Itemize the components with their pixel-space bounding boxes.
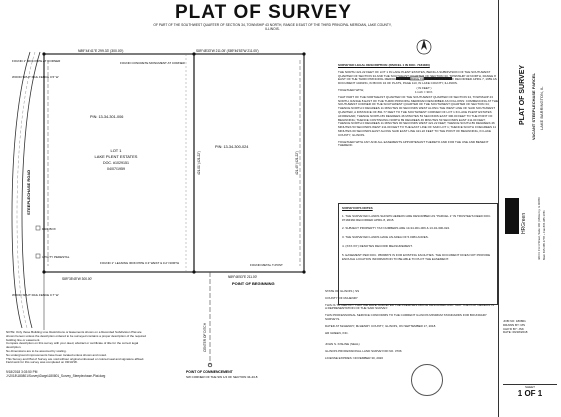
corner-marker-sw	[42, 270, 45, 273]
note-1: 1. THE SURVEYED LANDS SHOWN HEREON ARE DESCRIBED AS "PARCEL 1" IN TRUSTEE'S DEED DOC. #7184360 RECORDED APRIL 8, 2015.	[342, 213, 492, 222]
legal-description	[338, 64, 498, 151]
legal-p3: THAT PART OF THE NORTHEAST QUARTER OF THE SOUTHWEST QUARTER OF SECTION 34, TOWNSHIP 43 NORTH, RANGE 8 EAST OF THE THIRD PRINCIPAL MERIDIAN DESCRIBED AS FOLLOWS: COMMENCING AT THE SOUTHWEST CORNER OF THE SOUTHWEST QUARTER OF THE SOUTHWEST QUARTER OF SECTION 34; THENCE NORTH 0 DEGREES 11 MINUTES 00 SECONDS WEST ALONG THE WEST LINE OF SAID SOUTHWEST QUARTER, A DISTANCE OF 891.77 FEET TO THE SOUTHWEST CORNER OF LOT 1 IN LAKE PLENT ESTATES AFORESAID; THENCE NORTH 89 DEGREES 46 MINUTES 53 SECONDS EAST 300.00 FEET TO THE POINT OF BEGINNING; THENCE CONTINUING NORTH 89 DEGREES 46 MINUTES 53 SECONDS EAST 211.00 FEET; THENCE NORTH 0 DEGREES 11 MINUTES 00 SECONDS WEST 421.22 FEET; THENCE SOUTH 89 DEGREES 46 MINUTES 53 SECONDS WEST 211.00 FEET TO THE EAST LINE OF SAID LOT 1; THENCE SOUTH 0 DEGREES 11 MINUTES 00 SECONDS EAST ALONG SAID EAST LINE 421.22 FEET TO THE POINT OF BEGINNING, IN LAKE COUNTY, ILLINOIS.	[338, 94, 498, 137]
cert-state: STATE OF ILLINOIS	[325, 289, 353, 293]
corner-marker-nw	[42, 52, 45, 55]
found-pin-1: FOUND 1" IRON PIPE AT CORNER	[12, 59, 61, 63]
sheet-number-block	[503, 384, 557, 398]
note-5: 5. EASEMENT PER DOC. #5096873 IS FOR EXISTING FACILITIES. THE DOCUMENT DOES NOT PROVIDE ENOUGH LOCATION INFORMATION TO BE ABLE TO PLOT THE EASEMENT.	[342, 252, 491, 261]
corner-marker-s-mid	[192, 270, 195, 273]
general-note: No underground improvements have been located unless shown and noted.	[6, 352, 107, 357]
right-meta-drawn: DRAWN BY: MS	[503, 322, 526, 327]
general-note: No dimensions are to be assumed by scaling.	[6, 348, 67, 353]
sheet-label: SHEET	[524, 385, 535, 389]
east-parcel-boundary	[194, 54, 304, 272]
right-location: LAKE BARRINGTON, IL	[539, 86, 544, 130]
notes-heading: SURVEYOR'S NOTES	[342, 206, 373, 210]
cert-p1: THIS IS TO CERTIFY THAT WE HAVE SURVEYED THE PREMISES ABOVE DESCRIBED AND THAT THE PLAT HEREON IS A REPRESENTATION OF THE SAID SURVEY.	[325, 302, 494, 311]
road-edge-east	[22, 52, 40, 328]
cert-county: COUNTY OF McHENRY	[325, 295, 358, 300]
cert-surveyor: JOHN S. KISLINE (SEAL)	[325, 342, 360, 347]
legal-p4: TOGETHER WITH ANY AND ALL EASEMENTS APPURTENANT THERETO AND FOR THE USE AND BENEFIT THEREOF.	[338, 139, 489, 148]
found-pin-4: FOUND METAL T-POST	[250, 263, 283, 267]
cert-ss: } SS	[353, 289, 360, 293]
right-meta	[503, 320, 557, 335]
rail-box-icon	[36, 226, 40, 230]
right-address: 420 N. Front Street, Suite 100 | McHenry, IL 60050	[537, 197, 541, 260]
point-of-commencement: POINT OF COMMENCEMENT	[186, 370, 233, 374]
rail-box-label: RAIL BOX	[42, 227, 56, 231]
center-line-label: CENTER OF DITCH	[203, 322, 207, 352]
cert-p3: DATED AT McHENRY, McHENRY COUNTY, ILLINOIS, ON SEPTEMBER 17, 2018.	[325, 323, 437, 328]
right-logo-text: HRGreen	[521, 212, 527, 234]
sheet-number: 1 OF 1	[517, 389, 543, 398]
note-3: 3. THE SURVEYED LANDS HAVE AN AREA OF 5.0384 ACRES.	[342, 235, 429, 240]
bottom-bearing-right: N89°46'53"E 211.00'	[228, 275, 258, 279]
corner-marker-ne	[302, 52, 305, 55]
wood-rail-1: WOOD SPLIT RAIL FENCE 0.5' W	[12, 75, 59, 79]
lot-label-2: LAKE PLENT ESTATES	[94, 154, 138, 159]
wood-rail-2: WOOD SPLIT RAIL FENCE 0.7' W	[12, 293, 59, 297]
general-note: NOTE: Only those Building Line Restrictions or Easements shown on a Recorded Subdivision Plat are shown hereon unless the description ordered to be surveyed contains a proper description of the required building line or easement.	[6, 330, 146, 342]
cert-p2: THIS PROFESSIONAL SERVICE CONFORMS TO THE CURRENT ILLINOIS MINIMUM STANDARDS FOR BOUNDARY SURVEYS.	[325, 313, 487, 321]
note-4: 4. (XXX.XX') DENOTES RECORD MEASUREMENT.	[342, 243, 413, 248]
utility-pedestal-icon	[36, 254, 40, 258]
page-title: PLAT OF SURVEY	[175, 2, 352, 23]
top-bearing-right: S89°48'33"W 211.05' (S89°46'53"W 211.05')	[196, 49, 259, 53]
road-name: STEEPLECHASE ROAD	[26, 169, 31, 215]
corner-marker-se	[302, 270, 305, 273]
scale-ratio: 1 inch = 30 ft.	[414, 89, 434, 94]
footer-date: 9/18/2018 3:03:50 PM	[6, 370, 38, 374]
right-meta-date: DATE: 09/18/2018	[503, 330, 528, 335]
hrgreen-logo-icon	[505, 198, 519, 234]
general-note: Compare description on this survey with your deed, abstract or certificate of title for the correct legal description.	[6, 341, 139, 350]
certification	[325, 290, 495, 364]
right-project: VACANT STEEPLECHASE PARCEL	[531, 73, 536, 140]
legal-heading: SURVEYED LEGAL DESCRIPTION: (PARCEL 1 IN DOC. 7184360)	[338, 63, 430, 67]
title-description: OF PART OF THE SOUTHWEST QUARTER OF SECTION 34, TOWNSHIP 43 NORTH, RANGE 8 EAST OF THE THIRD PRINCIPAL MERIDIAN, LAKE COUNTY, ILLINOIS.	[153, 23, 392, 32]
bottom-bearing-left: S89°35'45"W 300.00'	[62, 277, 93, 281]
found-pin-3: FOUND 1" LEANING IRON PIPE 0.3' WEST & 0.2' NORTH	[100, 261, 180, 265]
right-sheet-title: PLAT OF SURVEY	[519, 64, 526, 125]
footer-path: J:\2018\180801\Survey\Dwgs\180801_Survey_Steeplechase-Plat.dwg	[6, 374, 106, 378]
title-block-panel	[498, 0, 561, 417]
general-note: Field work for this survey was completed on 09/13/18.	[6, 360, 78, 365]
lot-label-1: LOT 1	[110, 148, 122, 153]
cert-expires: LICENSE EXPIRES: NOVEMBER 30, 2020	[325, 355, 384, 360]
utility-pedestal-label: UTILITY PEDESTAL	[42, 255, 70, 259]
general-notes	[6, 331, 146, 365]
legal-p1: THE NORTH 421.22 FEET OF LOT 1 IN LAKE PLENT ESTATES, BEING A SUBDIVISION OF THE SOUTHWEST QUARTER OF SECTION 34 AND THE SOUTHEAST QUARTER OF SECTION 33, TOWNSHIP 43 NORTH, RANGE 8 EAST OF THE THIRD PRINCIPAL MERIDIAN, ACCORDING TO THE PLAT THEREOF RECORDED APRIL 7, 1959 AS DOCUMENT 1029151, IN BOOK 34 OF PLATS, PAGE 113, IN LAKE COUNTY, ILLINOIS.	[338, 69, 497, 86]
lot-label-3: DOC. #1029151	[103, 161, 129, 165]
cert-firm: HR GREEN, INC.	[325, 330, 349, 335]
north-arrow-icon	[394, 38, 454, 64]
general-note: This Survey and Plat of Survey are void without original embossed or colored seal and signature affixed.	[6, 356, 145, 361]
legal-p2: TOGETHER WITH;	[338, 87, 364, 92]
note-2: 2. SUBJECT PROPERTY TAX NUMBERS ARE 13-34-301-006 & 13-34-300-024.	[342, 226, 450, 231]
right-meta-checked: CHK'D BY: JSK	[503, 326, 524, 331]
lot-label-4: 04/07/1959	[107, 167, 125, 171]
found-pin-2: FOUND CONCRETE MONUMENT AT CORNER	[120, 61, 185, 65]
left-parcel-pin: PIN: 13-34-301-006	[90, 115, 124, 119]
cert-license: ILLINOIS PROFESSIONAL LAND SURVEYOR NO. 3706	[325, 349, 402, 354]
scale-label: ( IN FEET )	[416, 86, 432, 90]
dim-vertical-left: 421.01' (421.22')	[197, 151, 201, 175]
right-phone: Main 815.385.1778 + Fax 815.385.1781	[542, 210, 546, 260]
right-meta-job: JOB NO: 180801	[503, 319, 526, 323]
right-parcel-pin: PIN: 13-34-300-024	[215, 145, 249, 149]
surveyor-seal-icon	[411, 364, 443, 396]
dim-vertical-right: 421.45' (421.22')	[295, 151, 299, 175]
top-bearing-left: N89°44'41"E 299.33' (300.00')	[78, 49, 124, 53]
commencement-desc: SW CORNER OF THE SW 1/4 OF SECTION 34-43-8	[186, 375, 258, 379]
point-of-beginning: POINT OF BEGINNING	[232, 281, 275, 286]
